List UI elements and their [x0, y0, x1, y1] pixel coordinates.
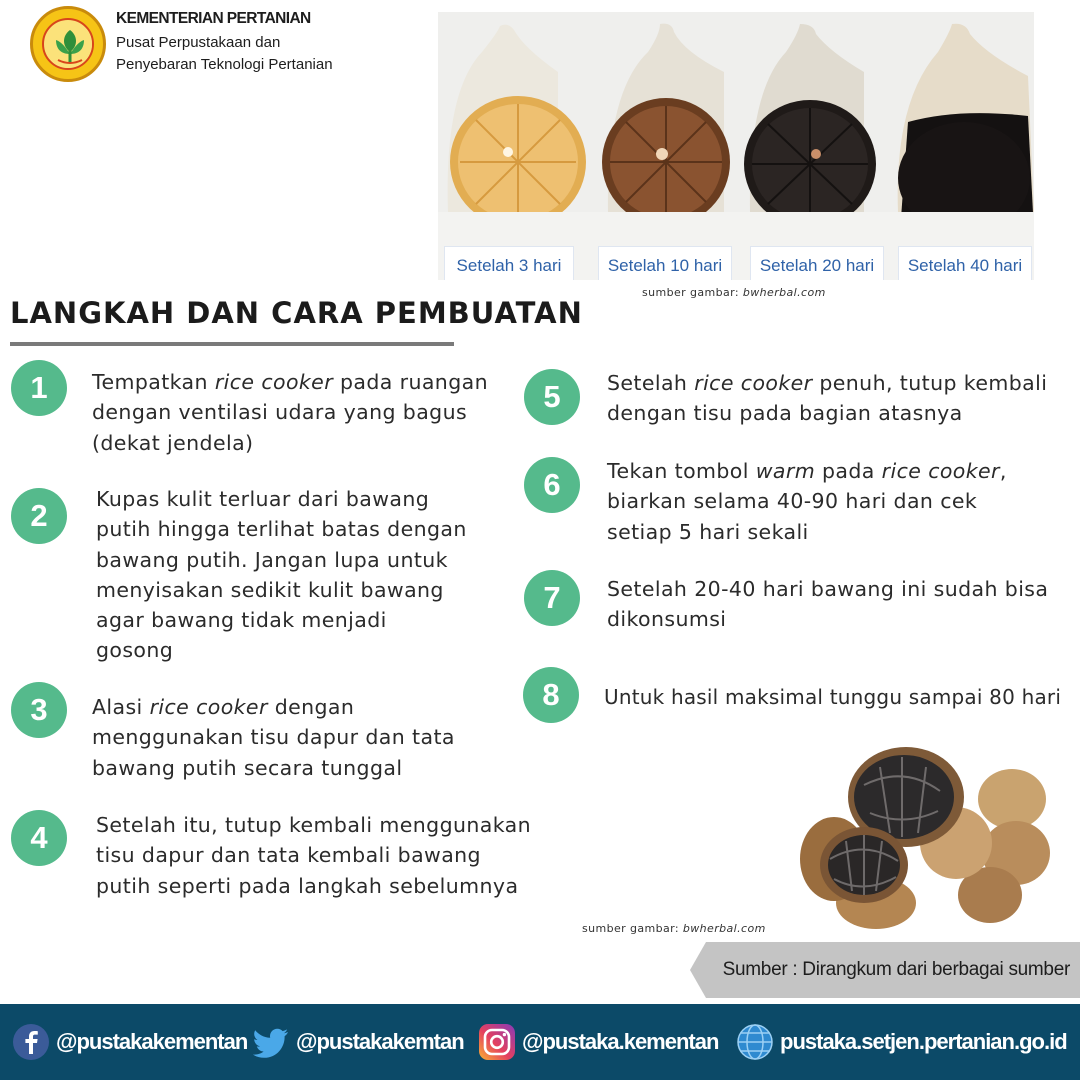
kementan-logo	[30, 6, 106, 82]
top-photo-credit	[642, 286, 826, 299]
org-unit-line1: Pusat Perpustakaan dan	[116, 34, 281, 51]
step4-line3: putih seperti pada langkah sebelumnya	[96, 873, 519, 898]
step2-line5: agar bawang tidak menjadi	[96, 608, 387, 633]
step3-line1b: dengan	[267, 695, 355, 719]
step6-line1-italic-b: rice cooker	[881, 459, 1000, 483]
facebook-icon	[12, 1023, 50, 1061]
bottom-credit-source: bwherbal.com	[682, 922, 766, 935]
facebook-handle: @pustakakementan	[56, 1029, 248, 1054]
twitter-handle: @pustakakemtan	[296, 1029, 464, 1054]
step5-line1b: penuh, tutup kembali	[812, 371, 1048, 395]
step1-line1b: pada ruangan	[333, 370, 488, 394]
step-text-1	[92, 367, 488, 458]
step-text-7	[607, 574, 1048, 635]
black-garlic-photo	[780, 735, 1060, 935]
social-footer	[0, 1004, 1080, 1080]
step-number-7: 7	[524, 570, 580, 626]
section-title: LANGKAH DAN CARA PEMBUATAN	[10, 296, 583, 330]
step-text-8	[604, 682, 1061, 712]
globe-icon	[736, 1023, 774, 1061]
step6-line1a: Tekan tombol	[607, 459, 756, 483]
step-text-2	[96, 484, 467, 666]
website-link[interactable]	[736, 1022, 1067, 1062]
org-name: KEMENTERIAN PERTANIAN	[116, 10, 311, 27]
step6-line3: setiap 5 hari sekali	[607, 519, 809, 544]
step-text-6	[607, 456, 1007, 547]
bottom-credit-prefix: sumber gambar:	[582, 922, 679, 935]
step5-line1a: Setelah	[607, 371, 695, 395]
step8-line1: Untuk hasil maksimal tunggu sampai 80 hari	[604, 685, 1062, 709]
step-number-4: 4	[11, 810, 67, 866]
step1-line1-italic: rice cooker	[214, 370, 334, 394]
step4-line1: Setelah itu, tutup kembali menggunakan	[96, 813, 532, 837]
step6-line2: biarkan selama 40-90 hari dan cek	[607, 489, 978, 514]
step1-line3: (dekat jendela)	[92, 430, 254, 455]
facebook-link[interactable]	[12, 1022, 247, 1062]
step3-line1a: Alasi	[92, 695, 150, 719]
step1-line2: dengan ventilasi udara yang bagus	[92, 400, 468, 425]
step-number-3: 3	[11, 682, 67, 738]
step6-line1-italic-a: warm	[755, 459, 816, 483]
step5-line1-italic: rice cooker	[694, 371, 813, 395]
step-text-3	[92, 692, 455, 783]
instagram-icon	[478, 1023, 516, 1061]
step6-line1b: pada	[815, 459, 882, 483]
bottom-photo-credit	[582, 922, 766, 935]
source-ribbon	[690, 942, 1080, 998]
instagram-handle: @pustaka.kementan	[522, 1029, 719, 1054]
twitter-link[interactable]	[252, 1022, 464, 1062]
step2-line2: putih hingga terlihat batas dengan	[96, 517, 467, 542]
step-number-8: 8	[523, 667, 579, 723]
step2-line1: Kupas kulit terluar dari bawang	[96, 487, 430, 511]
instagram-link[interactable]	[478, 1022, 718, 1062]
source-note: Sumber : Dirangkum dari berbagai sumber	[722, 959, 1070, 980]
photo-label-day40: Setelah 40 hari	[898, 246, 1032, 280]
photo-label-day3: Setelah 3 hari	[444, 246, 574, 280]
step7-line2: dikonsumsi	[607, 607, 727, 632]
org-unit-line2: Penyebaran Teknologi Pertanian	[116, 56, 333, 73]
garlic-fermentation-photo	[438, 12, 1034, 280]
top-credit-prefix: sumber gambar:	[642, 286, 739, 299]
step6-line1c: ,	[999, 459, 1007, 483]
step3-line2: menggunakan tisu dapur dan tata	[92, 725, 455, 750]
step2-line4: menyisakan sedikit kulit bawang	[96, 577, 444, 602]
step-text-4	[96, 810, 531, 901]
step2-line6: gosong	[96, 638, 174, 663]
step-number-6: 6	[524, 457, 580, 513]
top-credit-source: bwherbal.com	[742, 286, 826, 299]
step-text-5	[607, 368, 1047, 429]
step2-line3: bawang putih. Jangan lupa untuk	[96, 547, 448, 572]
website-url: pustaka.setjen.pertanian.go.id	[780, 1029, 1067, 1054]
step4-line2: tisu dapur dan tata kembali bawang	[96, 843, 481, 868]
step3-line1-italic: rice cooker	[149, 695, 268, 719]
step1-line1a: Tempatkan	[92, 370, 215, 394]
step-number-5: 5	[524, 369, 580, 425]
organization-block	[116, 10, 333, 76]
step7-line1: Setelah 20-40 hari bawang ini sudah bisa	[607, 577, 1049, 601]
title-underline	[10, 342, 454, 346]
step-number-1: 1	[11, 360, 67, 416]
step3-line3: bawang putih secara tunggal	[92, 755, 403, 780]
twitter-icon	[252, 1023, 290, 1061]
photo-label-day10: Setelah 10 hari	[598, 246, 732, 280]
step5-line2: dengan tisu pada bagian atasnya	[607, 401, 963, 426]
step-number-2: 2	[11, 488, 67, 544]
photo-label-day20: Setelah 20 hari	[750, 246, 884, 280]
